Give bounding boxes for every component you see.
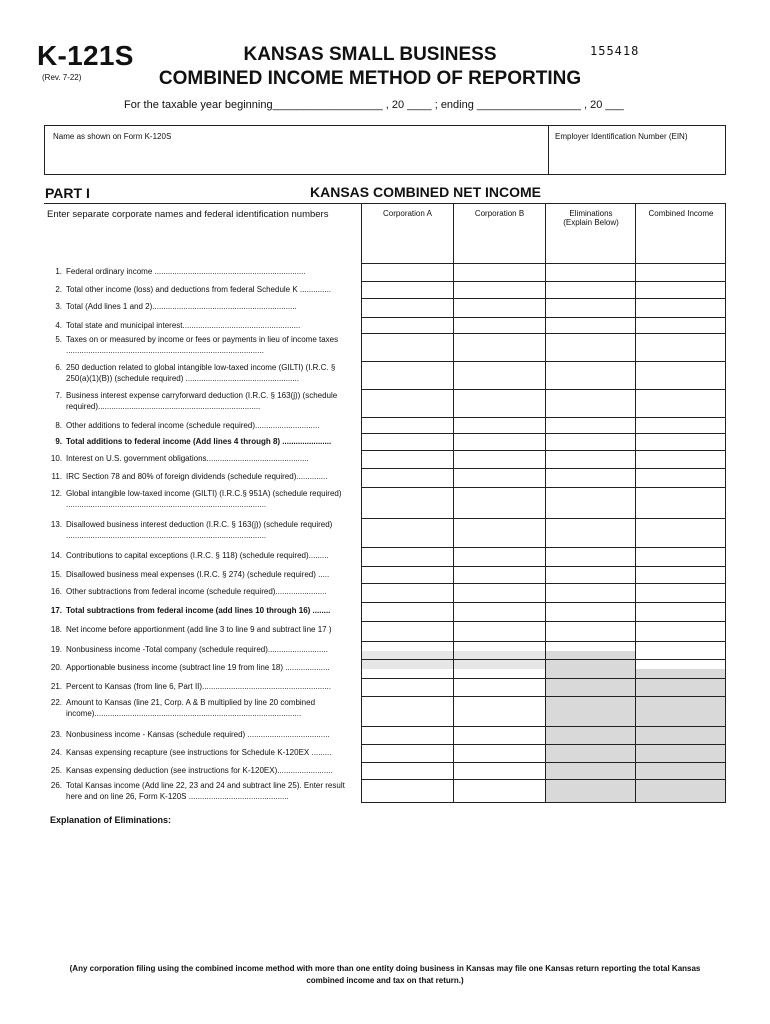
line-6-input-col-3[interactable] [546,362,635,389]
line-text: Federal ordinary income .................................................................... [66,267,306,276]
id-box-divider [548,126,549,174]
line-text: Amount to Kansas (line 21, Corp. A & B multiplied by line 20 combined income)............................................................................................. [66,698,316,718]
line-6-label [48,362,352,384]
line-7-input-col-1[interactable] [362,390,453,417]
form-revision: (Rev. 7-22) [42,73,82,82]
line-13-input-col-1[interactable] [362,519,453,547]
line-number: 11. [51,472,62,481]
line-text: Business interest expense carryforward deduction (I.R.C. § 163(j)) (schedule required)......................................................................... [66,391,338,411]
line-19-label [48,644,352,655]
line-2-input-col-3[interactable] [546,282,635,299]
line-12-label [48,488,352,510]
line-10-input-col-2[interactable] [454,451,545,468]
line-text: Percent to Kansas (from line 6, Part II).......................................................... [66,682,331,691]
line-6-input-col-2[interactable] [454,362,545,389]
line-number: 6. [55,363,62,372]
line-4-input-col-1[interactable] [362,318,453,334]
line-number: 24. [50,748,62,757]
line-3-label [48,301,352,312]
line-24-input-col-3[interactable] [546,745,635,762]
line-25-input-col-4[interactable] [636,763,725,779]
line-26-label [48,780,352,802]
line-number: 22. [50,698,62,707]
line-15-input-col-4[interactable] [636,567,725,583]
line-13-input-col-3[interactable] [546,519,635,547]
line-22-label [48,697,352,719]
line-number: 10. [50,454,62,463]
line-text: Disallowed business meal expenses (I.R.C. § 274) (schedule required) ..... [66,570,330,579]
line-text: Contributions to capital exceptions (I.R.C. § 118) (schedule required)......... [66,551,329,560]
line-text: 250 deduction related to global intangible low-taxed income (GILTI) (I.R.C. § 250(a)(1)(B)) (schedule required) ................................................... [66,363,336,383]
line-23-input-col-4[interactable] [636,727,725,744]
line-13-input-col-2[interactable] [454,519,545,547]
line-17-input-col-1[interactable] [362,603,453,621]
line-1-input-col-1[interactable] [362,264,453,281]
explanation-label: Explanation of Eliminations: [50,815,172,825]
enter-names-instruction: Enter separate corporate names and federal identification numbers [47,209,329,220]
line-number: 18. [50,625,62,634]
line-text: Disallowed business interest deduction (I.R.C. § 163(j)) (schedule required) .......................................................................................... [66,520,333,540]
line-22-input-col-2[interactable] [454,697,545,726]
line-text: Total additions to federal income (Add lines 4 through 8) ...................... [66,437,332,446]
line-5-label [48,334,352,356]
line-10-label [48,453,352,464]
line-text: Total subtractions from federal income (add lines 10 through 16) ........ [66,606,331,615]
line-text: Other subtractions from federal income (schedule required)....................... [66,587,327,596]
line-19-input-col-3[interactable] [546,642,635,659]
line-10-input-col-4[interactable] [636,451,725,468]
line-23-input-col-3[interactable] [546,727,635,744]
line-9-input-col-3[interactable] [546,434,635,450]
line-15-input-col-2[interactable] [454,567,545,583]
line-24-label [48,747,352,758]
income-table [44,203,726,803]
line-text: Total (Add lines 1 and 2)................................................................. [66,302,297,311]
line-18-input-col-3[interactable] [546,622,635,641]
line-7-input-col-3[interactable] [546,390,635,417]
line-16-input-col-2[interactable] [454,584,545,602]
line-11-input-col-2[interactable] [454,469,545,487]
line-15-label [48,569,352,580]
line-text: Interest on U.S. government obligations.............................................. [66,454,309,463]
line-22-input-col-4[interactable] [636,697,725,726]
line-13-label [48,519,352,541]
line-number: 20. [50,663,62,672]
line-4-input-col-4[interactable] [636,318,725,334]
line-number: 1. [55,267,62,276]
line-number: 4. [55,321,62,330]
tax-year-line[interactable]: For the taxable year beginning__________________ , 20 ____ ; ending _________________ , 20 ___ [124,99,624,111]
line-20-input-col-4[interactable] [636,660,725,678]
line-text: Nonbusiness income - Kansas (schedule required) ..................................... [66,730,330,739]
line-8-input-col-3[interactable] [546,418,635,434]
line-7-label [48,390,352,412]
line-1-label [48,266,352,277]
line-23-input-col-1[interactable] [362,727,453,744]
footer-note: (Any corporation filing using the combined income method with more than one entity doing business in Kansas may file one Kansas return reporting the total Kansas combined income and tax on that return.) [69,964,701,985]
line-21-input-col-2[interactable] [454,679,545,696]
line-24-input-col-2[interactable] [454,745,545,762]
line-number: 7. [55,391,62,400]
line-number: 14. [50,551,62,560]
line-12-input-col-3[interactable] [546,488,635,518]
line-21-input-col-3[interactable] [546,679,635,696]
line-12-input-col-2[interactable] [454,488,545,518]
line-2-label [48,284,352,295]
line-14-input-col-3[interactable] [546,548,635,566]
line-4-input-col-3[interactable] [546,318,635,334]
line-text: Total other income (loss) and deductions from federal Schedule K .............. [66,285,332,294]
line-19-input-col-1[interactable] [362,642,453,659]
line-1-input-col-4[interactable] [636,264,725,281]
line-23-input-col-2[interactable] [454,727,545,744]
line-22-input-col-3[interactable] [546,697,635,726]
line-23-label [48,729,352,740]
line-21-input-col-1[interactable] [362,679,453,696]
barcode-number: 155418 [590,44,640,58]
line-11-input-col-1[interactable] [362,469,453,487]
line-20-input-col-1[interactable] [362,660,453,678]
line-24-input-col-4[interactable] [636,745,725,762]
line-3-input-col-1[interactable] [362,299,453,316]
line-17-input-col-2[interactable] [454,603,545,621]
line-16-input-col-3[interactable] [546,584,635,602]
line-number: 25. [50,766,62,775]
line-9-input-col-2[interactable] [454,434,545,450]
line-19-input-col-4[interactable] [636,642,725,659]
line-text: Apportionable business income (subtract line 19 from line 18) .................... [66,663,330,672]
line-18-label [48,624,352,635]
line-19-input-col-2[interactable] [454,642,545,659]
col-header-corp-a: Corporation A [383,209,432,218]
line-18-input-col-2[interactable] [454,622,545,641]
line-8-input-col-2[interactable] [454,418,545,434]
line-number: 17. [50,606,62,615]
col-header-corp-b: Corporation B [474,209,525,218]
line-text: Kansas expensing deduction (see instructions for K-120EX)......................... [66,766,333,775]
line-number: 13. [50,520,62,529]
table-bottom-rule [361,802,726,803]
form-code: K-121S [37,40,134,71]
line-5-input-col-4[interactable] [636,334,725,361]
line-15-input-col-3[interactable] [546,567,635,583]
line-number: 9. [55,437,62,446]
line-8-input-col-4[interactable] [636,418,725,434]
line-6-input-col-4[interactable] [636,362,725,389]
line-16-input-col-1[interactable] [362,584,453,602]
name-field[interactable]: Name as shown on Form K-120S [53,132,172,141]
line-24-input-col-1[interactable] [362,745,453,762]
line-text: IRC Section 78 and 80% of foreign dividends (schedule required).............. [66,472,328,481]
line-17-label [48,605,352,616]
line-7-input-col-2[interactable] [454,390,545,417]
line-18-input-col-1[interactable] [362,622,453,641]
line-5-input-col-3[interactable] [546,334,635,361]
line-25-input-col-1[interactable] [362,763,453,779]
line-11-input-col-3[interactable] [546,469,635,487]
line-number: 19. [50,645,62,654]
line-17-input-col-3[interactable] [546,603,635,621]
line-number: 2. [55,285,62,294]
form-title-line2: COMBINED INCOME METHOD OF REPORTING [158,68,582,89]
line-10-input-col-3[interactable] [546,451,635,468]
line-1-input-col-2[interactable] [454,264,545,281]
line-4-input-col-2[interactable] [454,318,545,334]
line-11-label [48,471,352,482]
line-7-input-col-4[interactable] [636,390,725,417]
line-3-input-col-2[interactable] [454,299,545,316]
line-20-input-col-2[interactable] [454,660,545,678]
line-12-input-col-4[interactable] [636,488,725,518]
line-25-input-col-2[interactable] [454,763,545,779]
line-20-label [48,662,352,673]
line-text: Global intangible low-taxed income (GILTI) (I.R.C.§ 951A) (schedule required) .......................................................................................... [66,489,342,509]
col-header-combined: Combined Income [648,209,714,218]
line-2-input-col-4[interactable] [636,282,725,299]
line-number: 8. [55,421,62,430]
line-3-input-col-4[interactable] [636,299,725,316]
line-9-input-col-1[interactable] [362,434,453,450]
line-16-input-col-4[interactable] [636,584,725,602]
line-2-input-col-1[interactable] [362,282,453,299]
line-20-input-col-3[interactable] [546,660,635,678]
line-9-label [48,436,352,447]
part-title: KANSAS COMBINED NET INCOME [310,184,542,200]
line-10-input-col-1[interactable] [362,451,453,468]
line-21-input-col-4[interactable] [636,679,725,696]
line-16-label [48,586,352,597]
line-14-input-col-2[interactable] [454,548,545,566]
form-title-line1: KANSAS SMALL BUSINESS [243,44,497,65]
line-5-input-col-1[interactable] [362,334,453,361]
line-number: 5. [55,335,62,344]
line-8-label [48,420,352,431]
col-divider-right [725,203,726,803]
line-text: Other additions to federal income (schedule required)............................. [66,421,320,430]
line-number: 21. [50,682,62,691]
taxpayer-id-box [44,125,726,175]
line-number: 16. [50,587,62,596]
line-9-input-col-4[interactable] [636,434,725,450]
line-text: Nonbusiness income -Total company (schedule required)........................... [66,645,328,654]
line-text: Net income before apportionment (add line 3 to line 9 and subtract line 17 ) [66,625,332,634]
line-text: Total state and municipal interest..................................................... [66,321,301,330]
ein-field[interactable]: Employer Identification Number (EIN) [555,132,688,141]
line-14-input-col-1[interactable] [362,548,453,566]
header-underline [44,203,726,204]
line-number: 23. [50,730,62,739]
line-3-input-col-3[interactable] [546,299,635,316]
line-number: 3. [55,302,62,311]
line-4-label [48,320,352,331]
line-number: 15. [50,570,62,579]
line-text: Kansas expensing recapture (see instructions for Schedule K-120EX ......... [66,748,332,757]
line-15-input-col-1[interactable] [362,567,453,583]
line-2-input-col-2[interactable] [454,282,545,299]
line-1-input-col-3[interactable] [546,264,635,281]
col-header-eliminations: Eliminations (Explain Below) [563,209,619,227]
line-22-input-col-1[interactable] [362,697,453,726]
line-11-input-col-4[interactable] [636,469,725,487]
line-number: 26. [50,781,62,790]
line-6-input-col-1[interactable] [362,362,453,389]
part-label: PART I [45,185,90,201]
line-5-input-col-2[interactable] [454,334,545,361]
line-17-input-col-4[interactable] [636,603,725,621]
line-18-input-col-4[interactable] [636,622,725,641]
line-14-input-col-4[interactable] [636,548,725,566]
line-12-input-col-1[interactable] [362,488,453,518]
line-text: Taxes on or measured by income or fees or payments in lieu of income taxes ......................................................................................... [66,335,339,355]
line-21-label [48,681,352,692]
line-25-input-col-3[interactable] [546,763,635,779]
line-8-input-col-1[interactable] [362,418,453,434]
line-number: 12. [50,489,62,498]
line-25-label [48,765,352,776]
line-text: Total Kansas income (Add line 22, 23 and 24 and subtract line 25). Enter result here and on line 26, Form K-120S ............................................. [66,781,345,801]
line-13-input-col-4[interactable] [636,519,725,547]
line-14-label [48,550,352,561]
